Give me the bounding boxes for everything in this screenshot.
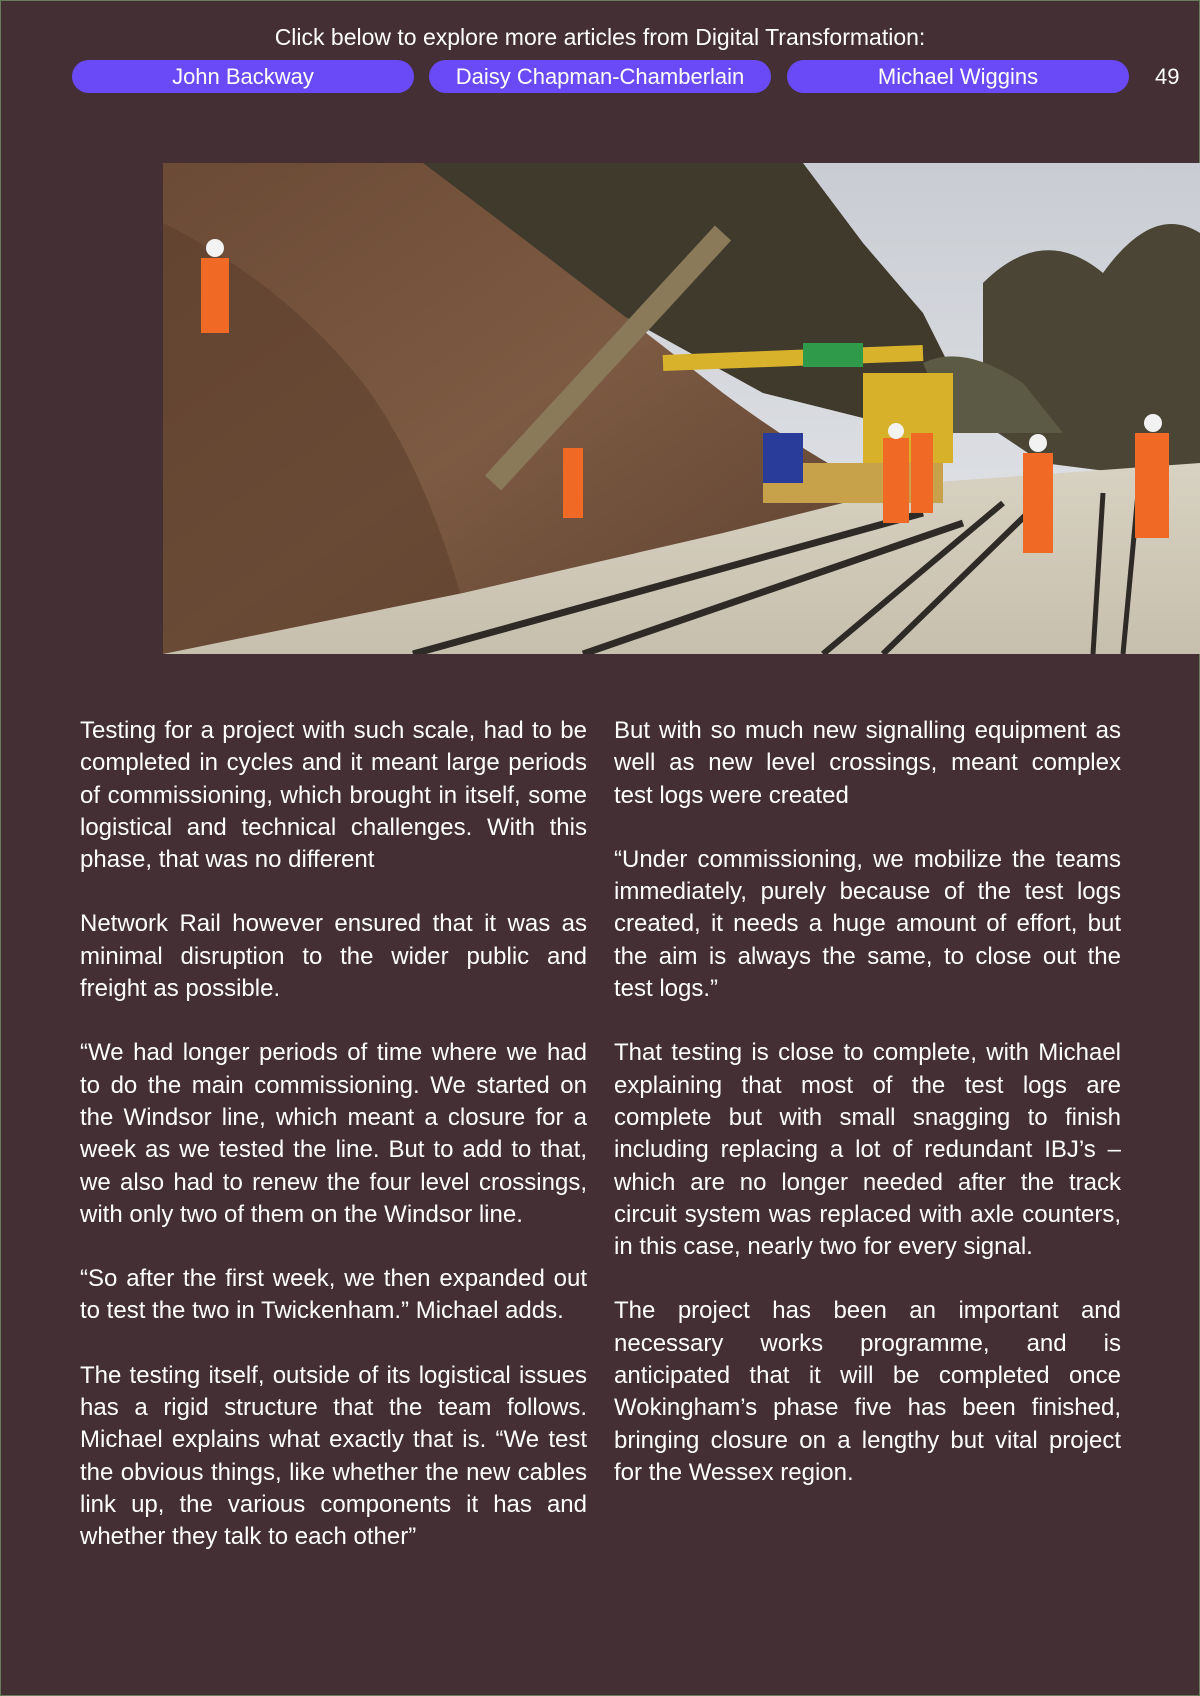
nav-caption: Click below to explore more articles from Digital Transformation: — [274, 24, 926, 50]
article-link-michael-wiggins[interactable]: Michael Wiggins — [787, 60, 1129, 93]
railway-engineering-photo — [163, 163, 1200, 654]
paragraph: That testing is close to complete, with Michael explaining that most of the test logs are complete but with small snagging to finish including replacing a lot of redundant IBJ’s – which are no longer needed after the track circuit system was replaced with axle counters, in this case, nearly two for every signal. — [614, 1039, 1121, 1261]
article-column-left — [80, 715, 587, 1586]
article-link-john-backway[interactable]: John Backway — [72, 60, 414, 93]
paragraph: The project has been an important and necessary works programme, and is anticipated that it will be completed once Wokingham’s phase five has been finished, bringing closure on a lengthy but vital project for the Wessex region. — [614, 1297, 1121, 1486]
paragraph: Testing for a project with such scale, had to be completed in cycles and it meant large periods of commissioning, which brought in itself, some logistical and technical challenges. With this phase, that was no different — [80, 717, 587, 874]
paragraph: “We had longer periods of time where we had to do the main commissioning. We started on the Windsor line, which meant a closure for a week as we tested the line. But to add to that, we also had to renew the four level crossings, with only two of them on the Windsor line. — [80, 1039, 587, 1228]
page-number: 49 — [1155, 64, 1180, 89]
article-column-right — [614, 715, 1121, 1521]
paragraph: But with so much new signalling equipment as well as new level crossings, meant complex test logs were created — [614, 717, 1121, 809]
paragraph: “Under commissioning, we mobilize the teams immediately, purely because of the test logs created, it needs a huge amount of effort, but the aim is always the same, to close out the test logs.” — [614, 845, 1121, 1003]
paragraph: “So after the first week, we then expanded out to test the two in Twickenham.” Michael adds. — [80, 1265, 587, 1325]
article-link-daisy-chapman-chamberlain[interactable]: Daisy Chapman-Chamberlain — [429, 60, 771, 93]
paragraph: Network Rail however ensured that it was as minimal disruption to the wider public and freight as possible. — [80, 910, 587, 1003]
paragraph: The testing itself, outside of its logistical issues has a rigid structure that the team follows. Michael explains what exactly that is. “We test the obvious things, like whether the new cables link up, the various components it has and whether they talk to each other” — [80, 1361, 587, 1551]
